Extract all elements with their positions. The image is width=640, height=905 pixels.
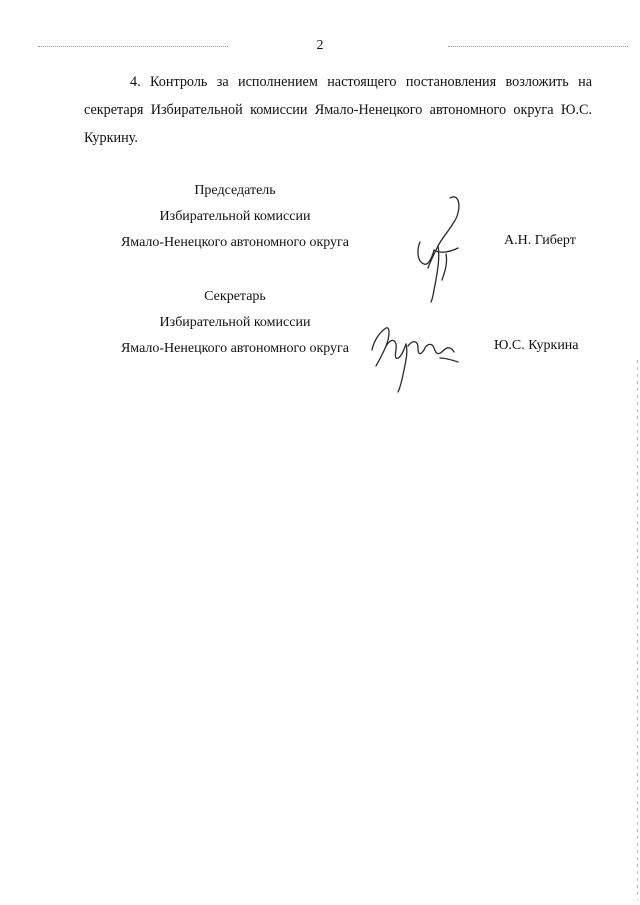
- chairman-name: А.Н. Гиберт: [504, 233, 576, 248]
- page-number: 2: [316, 38, 324, 53]
- secretary-title-block: [60, 284, 410, 362]
- chairman-role-line-2: Избирательной комиссии: [159, 209, 311, 224]
- secretary-signature: [364, 310, 464, 395]
- secretary-role-line-1: Секретарь: [204, 289, 266, 304]
- scan-edge-artifact: [637, 360, 638, 900]
- secretary-name: Ю.С. Куркина: [494, 338, 579, 353]
- chairman-title-block: [60, 178, 410, 256]
- secretary-role-line-3: Ямало-Ненецкого автономного округа: [120, 341, 350, 356]
- chairman-signature: [398, 190, 478, 305]
- chairman-role-line-1: Председатель: [194, 183, 276, 198]
- secretary-role-line-2: Избирательной комиссии: [159, 315, 311, 330]
- chairman-role-line-3: Ямало-Ненецкого автономного округа: [120, 235, 350, 250]
- resolution-paragraph: 4. Контроль за исполнением настоящего постановления возложить на секретаря Избирательной комиссии Ямало-Ненецкого автономного округа Ю.С. Куркину.: [84, 74, 592, 146]
